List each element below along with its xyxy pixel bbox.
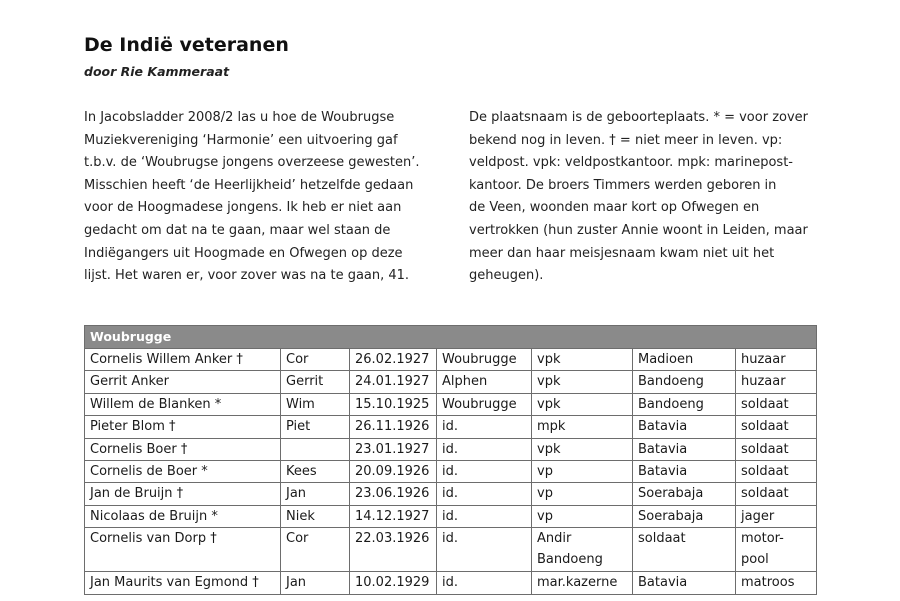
intro-right-line: De plaatsnaam is de geboorteplaats. * = voor zover xyxy=(469,110,809,125)
cell-location: Bandoeng xyxy=(633,371,736,393)
cell-nickname: Kees xyxy=(281,460,350,482)
cell-name: Cornelis Boer † xyxy=(85,438,281,460)
table-row xyxy=(85,483,817,505)
table-row xyxy=(85,528,817,572)
cell-name: Pieter Blom † xyxy=(85,416,281,438)
intro-left-line: Indiëgangers uit Hoogmade en Ofwegen op deze xyxy=(84,245,403,261)
cell-rank: jager xyxy=(736,505,817,527)
cell-nickname: Cor xyxy=(281,528,350,572)
table-row xyxy=(85,371,817,393)
cell-rank: huzaar xyxy=(736,349,817,371)
cell-location: Soerabaja xyxy=(633,483,736,505)
cell-location: Batavia xyxy=(633,572,736,594)
cell-post: vp xyxy=(532,483,633,505)
cell-birthdate: 15.10.1925 xyxy=(350,393,437,415)
cell-nickname: Cor xyxy=(281,349,350,371)
intro-left-line: gedacht om dat na te gaan, maar wel staan de xyxy=(84,222,391,238)
cell-post: vpk xyxy=(532,371,633,393)
cell-birthdate: 23.06.1926 xyxy=(350,483,437,505)
cell-name: Cornelis de Boer * xyxy=(85,460,281,482)
cell-rank: soldaat xyxy=(736,393,817,415)
table-row xyxy=(85,438,817,460)
cell-location: Madioen xyxy=(633,349,736,371)
intro-left-line: lijst. Het waren er, voor zover was na te gaan, 41. xyxy=(84,268,410,284)
table-row xyxy=(85,416,817,438)
cell-post: mar.kazerne xyxy=(532,572,633,594)
cell-birthdate: 22.03.1926 xyxy=(350,528,437,572)
cell-name: Nicolaas de Bruijn * xyxy=(85,505,281,527)
cell-birthplace: id. xyxy=(437,483,532,505)
cell-name: Cornelis van Dorp † xyxy=(85,528,281,572)
cell-post: vpk xyxy=(532,393,633,415)
cell-birthplace: id. xyxy=(437,505,532,527)
intro-right-line: geheugen). xyxy=(469,268,544,284)
cell-location: Bandoeng xyxy=(633,393,736,415)
cell-rank: huzaar xyxy=(736,371,817,393)
cell-name: Gerrit Anker xyxy=(85,371,281,393)
cell-rank: matroos xyxy=(736,572,817,594)
table-row xyxy=(85,505,817,527)
cell-name: Willem de Blanken * xyxy=(85,393,281,415)
table-row xyxy=(85,393,817,415)
cell-birthdate: 20.09.1926 xyxy=(350,460,437,482)
cell-name: Jan de Bruijn † xyxy=(85,483,281,505)
intro-column-right xyxy=(469,107,819,288)
cell-rank: soldaat xyxy=(736,438,817,460)
intro-right-line: kantoor. De broers Timmers werden geboren in xyxy=(469,177,777,193)
table-row xyxy=(85,460,817,482)
cell-birthdate: 10.02.1929 xyxy=(350,572,437,594)
cell-rank: soldaat xyxy=(736,416,817,438)
intro-left-line: In Jacobsladder 2008/2 las u hoe de Woubrugse xyxy=(84,110,395,125)
cell-post: vpk xyxy=(532,349,633,371)
cell-post: mpk xyxy=(532,416,633,438)
cell-birthdate: 23.01.1927 xyxy=(350,438,437,460)
cell-birthplace: Alphen xyxy=(437,371,532,393)
cell-birthplace: Woubrugge xyxy=(437,393,532,415)
cell-name: Cornelis Willem Anker † xyxy=(85,349,281,371)
cell-birthplace: id. xyxy=(437,460,532,482)
cell-location: Batavia xyxy=(633,460,736,482)
cell-rank: soldaat xyxy=(736,460,817,482)
cell-birthplace: id. xyxy=(437,528,532,572)
intro-right-line: veldpost. vpk: veldpostkantoor. mpk: marinepost- xyxy=(469,155,793,171)
cell-birthdate: 26.02.1927 xyxy=(350,349,437,371)
veterans-table xyxy=(84,325,817,595)
intro-right-line: de Veen, woonden maar kort op Ofwegen en xyxy=(469,200,760,216)
cell-nickname: Jan xyxy=(281,483,350,505)
cell-location: Batavia xyxy=(633,416,736,438)
cell-rank: soldaat xyxy=(736,483,817,505)
cell-location: Soerabaja xyxy=(633,505,736,527)
group-label: Woubrugge xyxy=(85,326,817,349)
cell-birthplace: Woubrugge xyxy=(437,349,532,371)
intro-right-line: bekend nog in leven. † = niet meer in leven. vp: xyxy=(469,132,783,148)
cell-nickname: Wim xyxy=(281,393,350,415)
article-byline: door Rie Kammeraat xyxy=(84,64,230,79)
article-title: De Indië veteranen xyxy=(84,34,289,56)
cell-name: Jan Maurits van Egmond † xyxy=(85,572,281,594)
cell-post: vpk xyxy=(532,438,633,460)
table-row xyxy=(85,349,817,371)
table-row xyxy=(85,572,817,594)
cell-location: soldaat xyxy=(633,528,736,572)
intro-right-line: vertrokken (hun zuster Annie woont in Leiden, maar xyxy=(469,222,808,238)
cell-rank: motor-pool xyxy=(736,528,817,572)
intro-left-line: Muziekvereniging ‘Harmonie’ een uitvoering gaf xyxy=(84,132,398,148)
cell-birthplace: id. xyxy=(437,572,532,594)
cell-birthdate: 24.01.1927 xyxy=(350,371,437,393)
intro-right-line: meer dan haar meisjesnaam kwam niet uit het xyxy=(469,245,775,261)
cell-birthdate: 14.12.1927 xyxy=(350,505,437,527)
cell-birthdate: 26.11.1926 xyxy=(350,416,437,438)
cell-post: vp xyxy=(532,505,633,527)
intro-left-line: Misschien heeft ‘de Heerlijkheid’ hetzelfde gedaan xyxy=(84,177,414,193)
cell-nickname xyxy=(281,438,350,460)
cell-location: Batavia xyxy=(633,438,736,460)
cell-nickname: Piet xyxy=(281,416,350,438)
cell-post: vp xyxy=(532,460,633,482)
cell-birthplace: id. xyxy=(437,416,532,438)
table-group-header xyxy=(85,326,817,349)
intro-left-line: voor de Hoogmadese jongens. Ik heb er niet aan xyxy=(84,200,402,216)
cell-nickname: Niek xyxy=(281,505,350,527)
intro-column-left xyxy=(84,107,434,288)
cell-nickname: Gerrit xyxy=(281,371,350,393)
intro-left-line: t.b.v. de ‘Woubrugse jongens overzeese gewesten’. xyxy=(84,155,420,171)
cell-nickname: Jan xyxy=(281,572,350,594)
cell-birthplace: id. xyxy=(437,438,532,460)
cell-post: Andir Bandoeng xyxy=(532,528,633,572)
